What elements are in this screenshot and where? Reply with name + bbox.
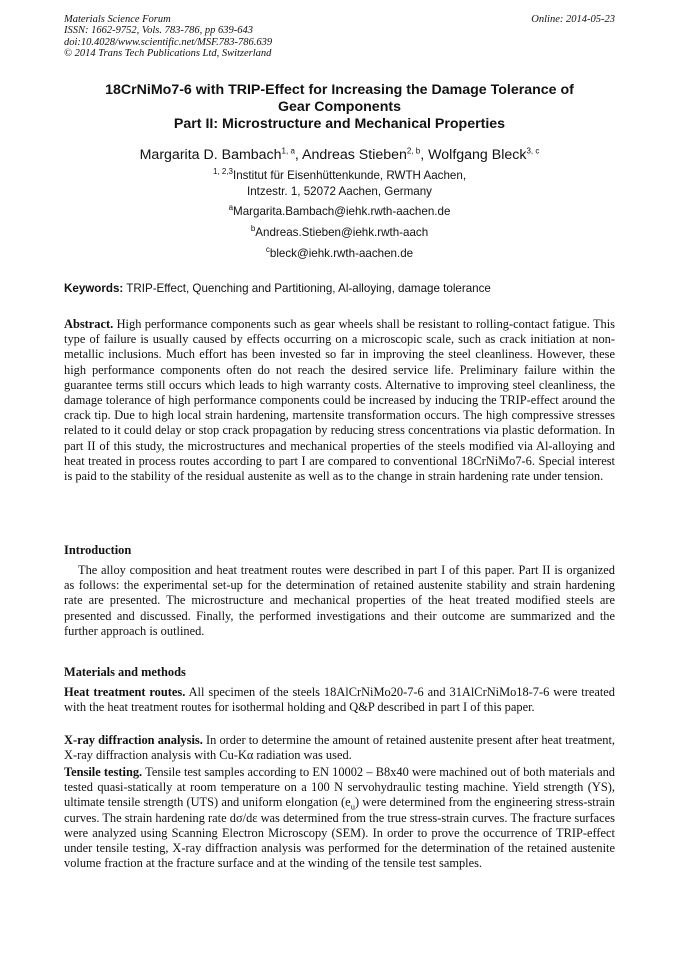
author-list <box>64 146 615 164</box>
introduction-heading: Introduction <box>64 543 132 557</box>
author-1-sup: 1, a <box>281 146 295 156</box>
tensile-paragraph: Tensile testing. Tensile test samples according to EN 10002 – B8x40 were machined out of both materials and tested quasi-statically at room temperature on a 100 N servohydraulic testing machine. Yield strength (YS), ultimate tensile strength (UTS) and uniform elongation $(e_u)$ were determined from the engineering stress-strain curves. The strain hardening rate dσ/dε was determined from the true stress-strain curves. The fracture surfaces were analyzed using Scanning Electron Microscopy (SEM). In order to prove the occurrence of TRIP-effect under tensile testing, X-ray diffraction analysis was performed for the determination of the retained austenite volume fraction at the fracture surface and at the winding of the tensile test samples. <box>64 765 615 871</box>
affiliation-line-1: Institut für Eisenhüttenkunde, RWTH Aachen, <box>232 169 467 182</box>
heat-treatment-label: Heat treatment routes. <box>64 685 186 699</box>
affiliation-sup: 1, 2,3 <box>212 167 233 177</box>
abstract-label: Abstract. <box>64 317 114 331</box>
journal-name: Materials Science Forum <box>64 14 171 25</box>
author-2-sup: 2, b <box>406 146 421 156</box>
email-a[interactable]: $^a$Margarita.Bambach@iehk.rwth-aachen.de <box>228 203 451 218</box>
xray-label: X-ray diffraction analysis. <box>64 733 203 747</box>
abstract-text: High performance components such as gear wheels shall be resistant to rolling-contact fatigue. This type of failure is usually caused by effects occurring on a microscopic scale, such as crack initiation at non-metallic inclusions. Much effort has been invested so far in improving the steel cleanliness. However, these high performance components often do not reach the desired service life. Preliminary failure within the guarantee terms still occurs which leads to high warranty costs. Alternative to improving steel cleanliness, the damage tolerance of high performance components could be increased by inducing the TRIP-effect around the crack tip. Due to high local strain hardening, martensite transformation occurs. The high compressive stresses related to it could delay or stop crack propagation by reducing stress concentrations via plastic deformation. In part II of this study, the microstructures and mechanical properties of the steels modified via Al-alloying and heat treated in process routes according to part I are compared to conventional 18CrNiMo7-6. Special interest is paid to the stability of the residual austenite as well as to the change in strain hardening rate under tension. <box>64 317 615 484</box>
copyright-line: © 2014 Trans Tech Publications Ltd, Switzerland <box>64 48 272 60</box>
affiliation-line-2: Intzestr. 1, 52072 Aachen, Germany <box>247 184 432 198</box>
keywords-text: TRIP-Effect, Quenching and Partitioning, Al-alloying, damage tolerance <box>123 282 491 295</box>
heat-treatment-paragraph: Heat treatment routes. All specimen of the steels 18AlCrNiMo20-7-6 and 31AlCrNiMo18-7-6 were treated with the heat treatment routes for isothermal holding and Q&P described in part I of this paper. <box>64 685 615 715</box>
email-b[interactable]: $^b$Andreas.Stieben@iehk.rwth-aach <box>250 224 429 239</box>
author-separator: , <box>420 147 429 163</box>
methods-heading: Materials and methods <box>64 665 186 679</box>
author-3: Wolfgang Bleck <box>428 147 527 163</box>
doi-line: doi:10.4028/www.scientific.net/MSF.783-786.639 <box>64 36 273 48</box>
title-line-2: Gear Components <box>278 99 401 115</box>
abstract <box>64 317 615 484</box>
title-line-3: Part II: Microstructure and Mechanical Properties <box>173 116 506 132</box>
keywords <box>64 281 615 296</box>
author-2: Andreas Stieben <box>302 147 407 163</box>
online-date: Online: 2014-05-23 <box>531 14 615 25</box>
tensile-label: Tensile testing. <box>64 765 143 779</box>
author-3-sup: 3, c <box>526 146 540 156</box>
issn-line: ISSN: 1662-9752, Vols. 783-786, pp 639-643 <box>64 25 253 37</box>
xray-paragraph: X-ray diffraction analysis. In order to determine the amount of retained austenite present after heat treatment, X-ray diffraction analysis with Cu-Kα radiation was used. <box>64 733 615 763</box>
title-line-1: 18CrNiMo7-6 with TRIP-Effect for Increasing the Damage Tolerance of <box>105 82 574 98</box>
author-1: Margarita D. Bambach <box>139 147 282 163</box>
introduction-text: The alloy composition and heat treatment routes were described in part I of this paper. Part II is organized as follows: the experimental set-up for the determination of retained austenite stability and strain hardening rate are presented. The microstructure and mechanical properties of the heat treated modified steels are presented and discussed. Finally, the performed investigations and their outcome are summarized and the further approach is outlined. <box>64 563 615 638</box>
running-header <box>64 14 615 60</box>
paper-title <box>64 82 615 133</box>
keywords-label: Keywords: <box>64 282 124 295</box>
author-separator: , <box>294 147 302 163</box>
affiliation <box>64 168 615 199</box>
email-c[interactable]: $^c$bleck@iehk.rwth-aachen.de <box>265 245 414 260</box>
